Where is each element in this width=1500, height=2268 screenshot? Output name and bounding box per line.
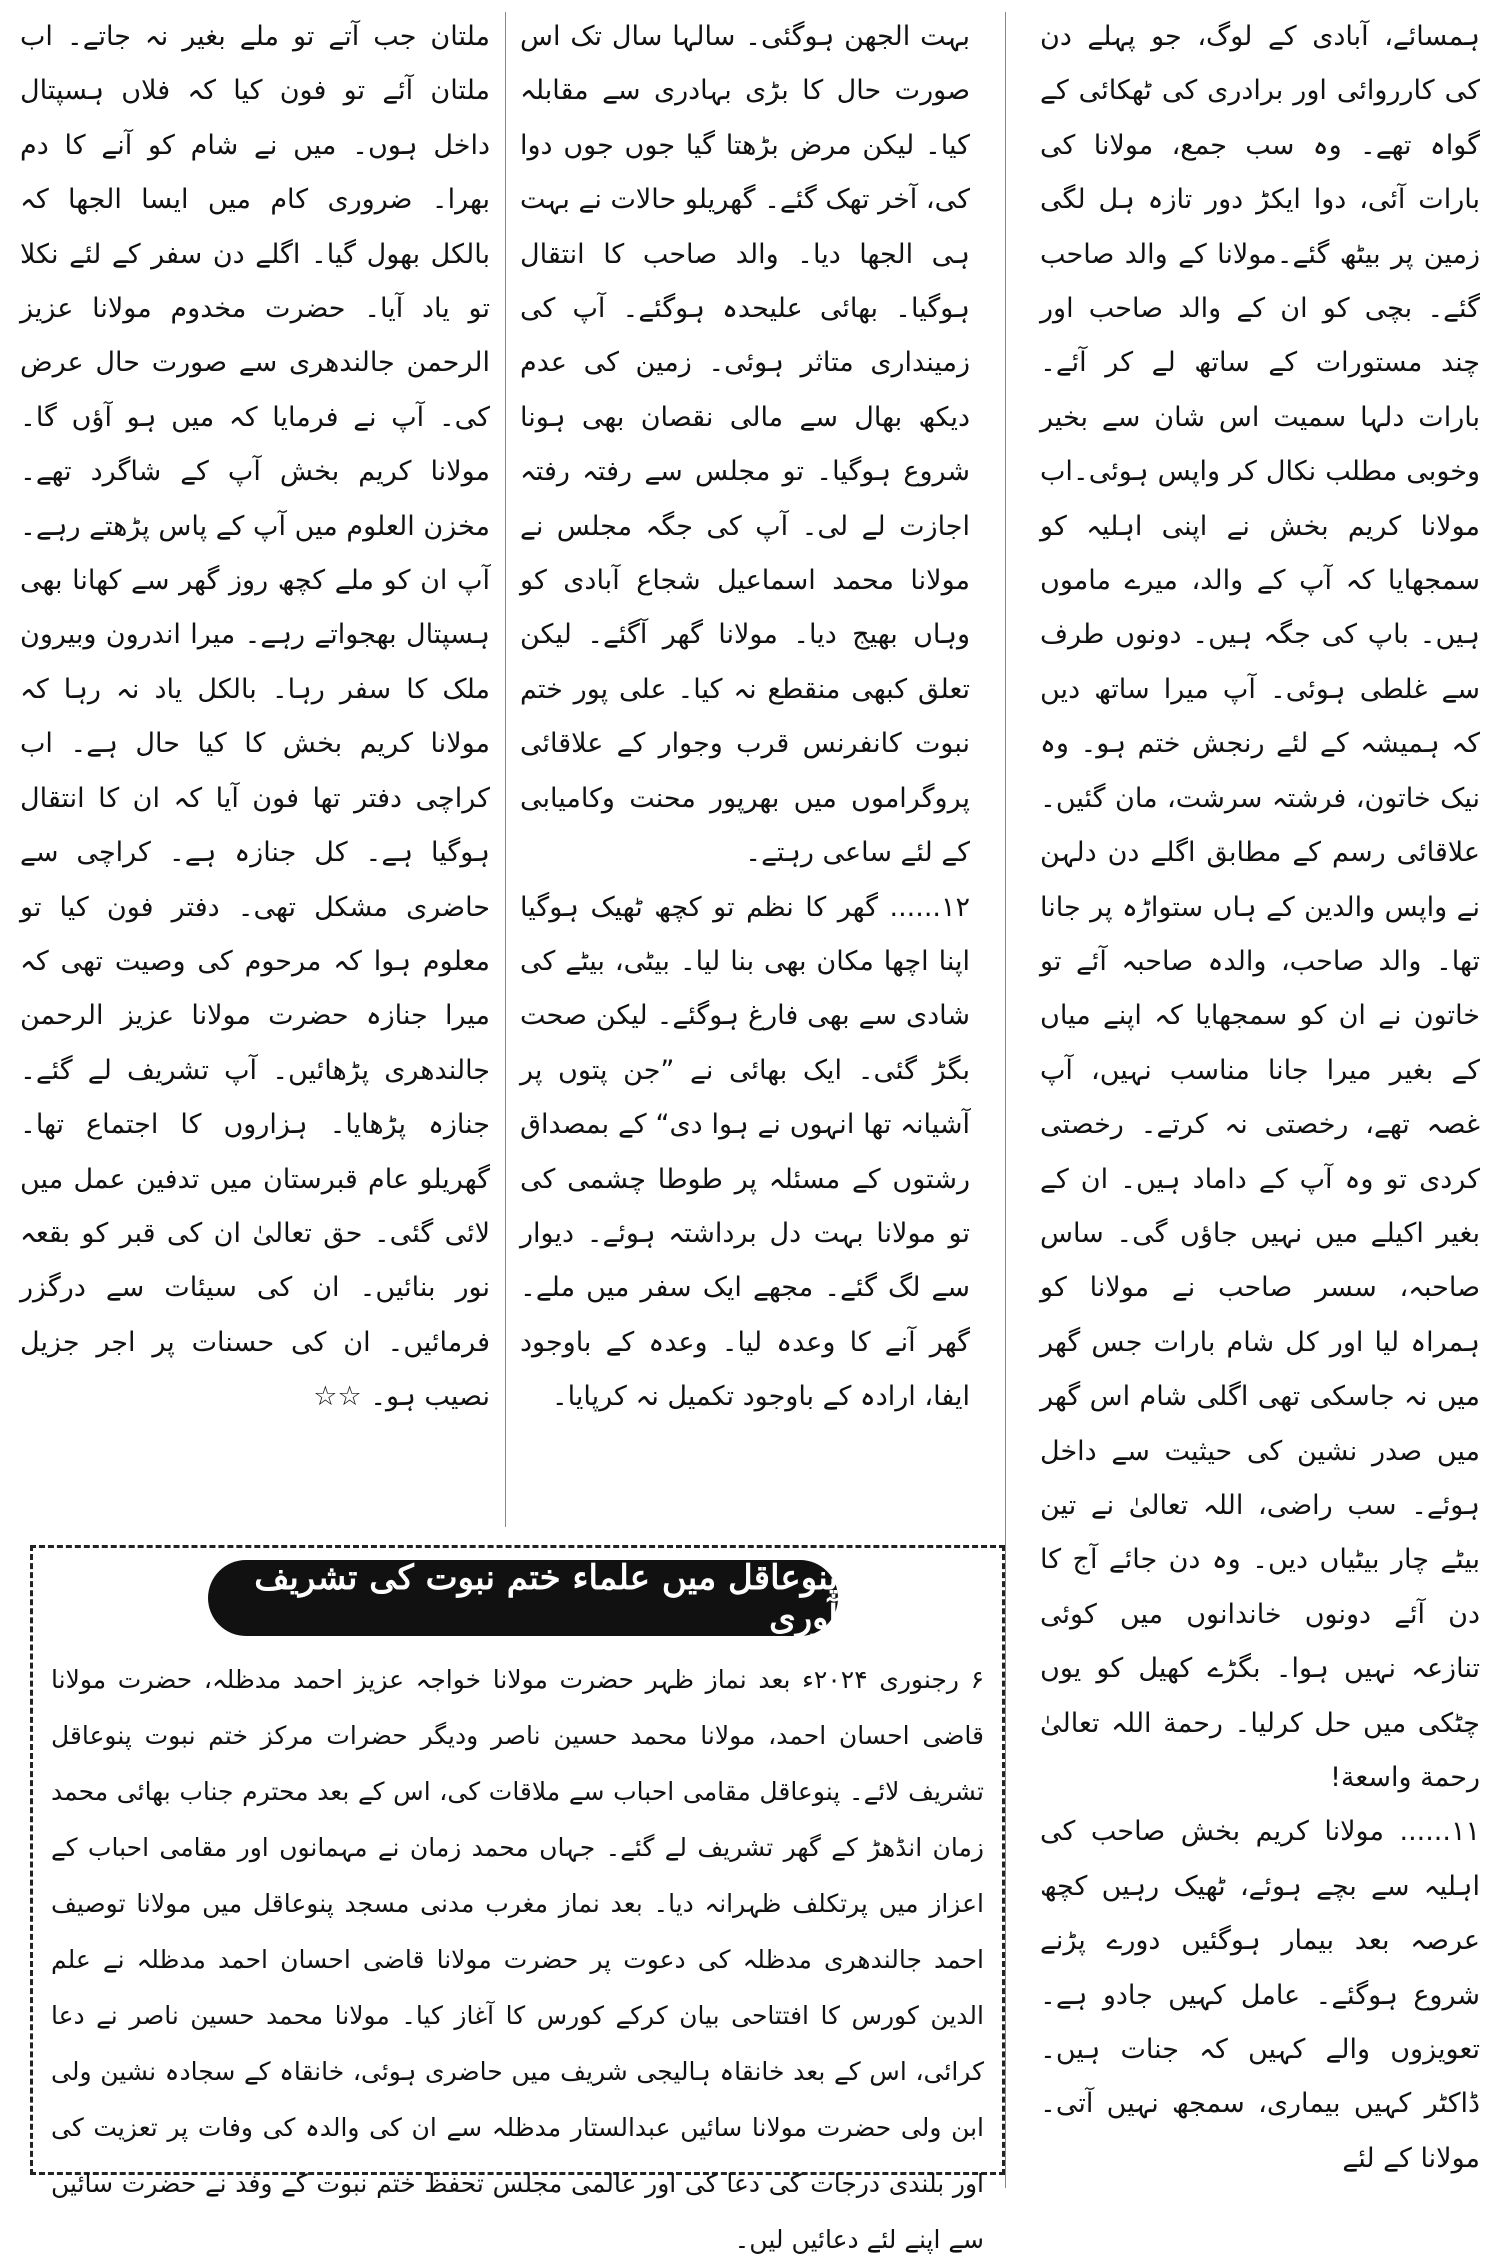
- article-column-middle: [520, 10, 970, 1535]
- paragraph-middle-1: بہت الجھن ہوگئی۔ سالہا سال تک اس صورت حال کا بڑی بہادری سے مقابلہ کیا۔ لیکن مرض بڑھتا گیا جوں جوں دوا کی، آخر تھک گئے۔ گھریلو حالات نے بہت ہی الجھا دیا۔ والد صاحب کا انتقال ہوگیا۔ بھائی علیحدہ ہوگئے۔ آپ کی زمینداری متاثر ہوئی۔ زمین کی عدم دیکھ بھال سے مالی نقصان بھی ہونا شروع ہوگیا۔ تو مجلس سے رفتہ رفتہ اجازت لے لی۔ آپ کی جگہ مجلس نے مولانا محمد اسماعیل شجاع آبادی کو وہاں بھیج دیا۔ مولانا گھر آگئے۔ لیکن تعلق کبھی منقطع نہ کیا۔ علی پور ختم نبوت کانفرنس قرب وجوار کے علاقائی پروگراموں میں بھرپور محنت وکامیابی کے لئے ساعی رہتے۔: [520, 21, 970, 869]
- news-box-paragraph: ۶ رجنوری ۲۰۲۴ء بعد نماز ظہر حضرت مولانا خواجہ عزیز احمد مدظلہ، حضرت مولانا قاضی احسان احمد، مولانا محمد حسین ناصر ودیگر حضرات مرکز ختم نبوت پنوعاقل تشریف لائے۔ پنوعاقل مقامی احباب سے ملاقات کی، اس کے بعد محترم جناب بھائی محمد زمان انڈھڑ کے گھر تشریف لے گئے۔ جہاں محمد زمان نے مہمانوں اور مقامی احباب کے اعزاز میں پرتکلف ظہرانہ دیا۔ بعد نماز مغرب مدنی مسجد پنوعاقل میں مولانا توصیف احمد جالندھری مدظلہ کی دعوت پر حضرت مولانا قاضی احسان احمد مدظلہ نے علم الدین کورس کا افتتاحی بیان کرکے کورس کا آغاز کیا۔ مولانا محمد حسین ناصر نے دعا کرائی، اس کے بعد خانقاہ ہالیجی شریف میں حاضری ہوئی، خانقاہ کے سجادہ نشین ولی ابن ولی حضرت مولانا سائیں عبدالستار مدظلہ سے ان کی والدہ کی وفات پر تعزیت کی اور بلندی درجات کی دعا کی اور عالمی مجلس تحفظ ختم نبوت کے وفد نے حضرت سائیں سے اپنے لئے دعائیں لیں۔: [51, 1665, 984, 2254]
- paragraph-left-1: ملتان جب آتے تو ملے بغیر نہ جاتے۔ اب ملتان آئے تو فون کیا کہ فلاں ہسپتال داخل ہوں۔ میں نے شام کو آنے کا دم بھرا۔ ضروری کام میں ایسا الجھا کہ بالکل بھول گیا۔ اگلے دن سفر کے لئے نکلا تو یاد آیا۔ حضرت مخدوم مولانا عزیز الرحمن جالندھری سے صورت حال عرض کی۔ آپ نے فرمایا کہ میں ہو آؤں گا۔ مولانا کریم بخش آپ کے شاگرد تھے۔ مخزن العلوم میں آپ کے پاس پڑھتے رہے۔ آپ ان کو ملے کچھ روز گھر سے کھانا بھی ہسپتال بھجواتے رہے۔ میرا اندرون وبیرون ملک کا سفر رہا۔ بالکل یاد نہ رہا کہ مولانا کریم بخش کا کیا حال ہے۔ اب کراچی دفتر تھا فون آیا کہ ان کا انتقال ہوگیا ہے۔ کل جنازہ ہے۔ کراچی سے حاضری مشکل تھی۔ دفتر فون کیا تو معلوم ہوا کہ مرحوم کی وصیت تھی کہ میرا جنازہ حضرت مولانا عزیز الرحمن جالندھری پڑھائیں۔ آپ تشریف لے گئے۔ جنازہ پڑھایا۔ ہزاروں کا اجتماع تھا۔ گھریلو عام قبرستان میں تدفین عمل میں لائی گئی۔ حق تعالیٰ ان کی قبر کو بقعہ نور بنائیں۔ ان کی سیئات سے درگزر فرمائیں۔ ان کی حسنات پر اجر جزیل نصیب ہو۔ ☆☆: [20, 21, 490, 1413]
- column-divider: [505, 12, 506, 1527]
- news-box-title: پنوعاقل میں علماء ختم نبوت کی تشریف آوری: [208, 1560, 838, 1636]
- paragraph-right-2: ۱۱...... مولانا کریم بخش صاحب کی اہلیہ سے بچے ہوئے، ٹھیک رہیں کچھ عرصہ بعد بیمار ہوگئیں دورے پڑنے شروع ہوگئے۔ عامل کہیں جادو ہے۔ تعویزوں والے کہیں کہ جنات ہیں۔ ڈاکٹر کہیں بیماری، سمجھ نہیں آتی۔ مولانا کے لئے: [1040, 1816, 1480, 2174]
- paragraph-right-1: ہمسائے، آبادی کے لوگ، جو پہلے دن کی کارروائی اور برادری کی ٹھکائی کے گواہ تھے۔ وہ سب جمع، مولانا کی بارات آئی، دوا ایکڑ دور تازہ ہل لگی زمین پر بیٹھ گئے۔مولانا کے والد صاحب گئے۔ بچی کو ان کے والد صاحب اور چند مستورات کے ساتھ لے کر آئے۔ بارات دلہا سمیت اس شان سے بخیر وخوبی مطلب نکال کر واپس ہوئی۔اب مولانا کریم بخش نے اپنی اہلیہ کو سمجھایا کہ آپ کے والد، میرے ماموں ہیں۔ باپ کی جگہ ہیں۔ دونوں طرف سے غلطی ہوئی۔ آپ میرا ساتھ دیں کہ ہمیشہ کے لئے رنجش ختم ہو۔ وہ نیک خاتون، فرشتہ سرشت، مان گئیں۔ علاقائی رسم کے مطابق اگلے دن دلہن نے واپس والدین کے ہاں ستواڑہ پر جانا تھا۔ والد صاحب، والدہ صاحبہ آئے تو خاتون نے ان کو سمجھایا کہ اپنے میاں کے بغیر میرا جانا مناسب نہیں، آپ غصہ تھے، رخصتی نہ کرتے۔ رخصتی کردی تو وہ آپ کے داماد ہیں۔ ان کے بغیر اکیلے میں نہیں جاؤں گی۔ ساس صاحبہ، سسر صاحب نے مولانا کو ہمراہ لیا اور کل شام بارات جس گھر میں نہ جاسکی تھی اگلی شام اس گھر میں صدر نشین کی حیثیت سے داخل ہوئے۔ سب راضی، اللہ تعالیٰ نے تین بیٹے چار بیٹیاں دیں۔ وہ دن جائے آج کا دن آئے دونوں خاندانوں میں کوئی تنازعہ نہیں ہوا۔ بگڑے کھیل کو یوں چٹکی میں حل کرلیا۔ رحمة اللہ تعالیٰ رحمة واسعة!: [1040, 21, 1480, 1793]
- column-divider: [1005, 12, 1006, 2188]
- news-box-body: [51, 1652, 984, 2254]
- paragraph-middle-2: ۱۲...... گھر کا نظم تو کچھ ٹھیک ہوگیا اپنا اچھا مکان بھی بنا لیا۔ بیٹی، بیٹے کی شادی سے بھی فارغ ہوگئے۔ لیکن صحت بگڑ گئی۔ ایک بھائی نے ”جن پتوں پر آشیانہ تھا انہوں نے ہوا دی“ کے بمصداق رشتوں کے مسئلہ پر طوطا چشمی کی تو مولانا بہت دل برداشتہ ہوئے۔ دیوار سے لگ گئے۔ مجھے ایک سفر میں ملے۔ گھر آنے کا وعدہ لیا۔ وعدہ کے باوجود ایفا، ارادہ کے باوجود تکمیل نہ کرپایا۔: [520, 891, 970, 1413]
- article-column-right: [1040, 10, 1480, 2190]
- article-column-left: [20, 10, 490, 1535]
- news-box: [30, 1545, 1005, 2254]
